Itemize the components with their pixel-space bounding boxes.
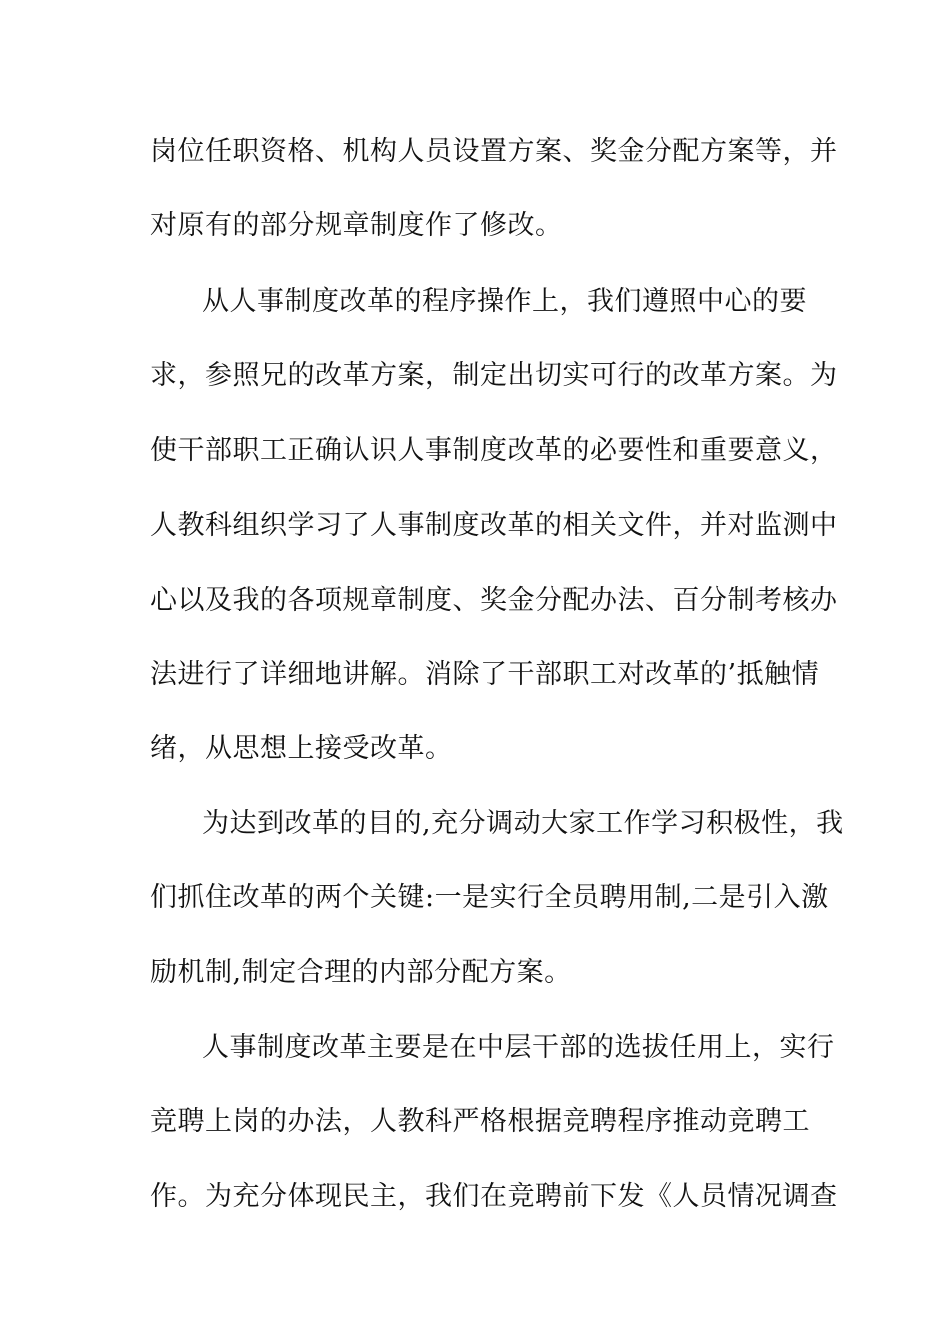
text-line: 们抓住改革的两个关键:一是实行全员聘用制,二是引入激: [150, 882, 829, 913]
text-line: 对原有的部分规章制度作了修改。: [150, 210, 563, 241]
text-line: 竞聘上岗的办法，人教科严格根据竞聘程序推动竞聘工: [150, 1106, 810, 1137]
text-line: 为达到改革的目的,充分调动大家工作学习积极性，我: [202, 808, 844, 839]
text-line: 人事制度改革主要是在中层干部的选拔任用上，实行: [202, 1032, 835, 1063]
text-line: 人教科组织学习了人事制度改革的相关文件，并对监测中: [150, 510, 838, 541]
text-line: 心以及我的各项规章制度、奖金分配办法、百分制考核办: [150, 585, 838, 616]
text-line: 作。为充分体现民主，我们在竞聘前下发《人员情况调查: [150, 1181, 838, 1212]
text-line: 岗位任职资格、机构人员设置方案、奖金分配方案等，并: [150, 136, 838, 167]
text-line: 使干部职工正确认识人事制度改革的必要性和重要意义，: [150, 435, 838, 466]
text-line: 绪，从思想上接受改革。: [150, 733, 453, 764]
text-line: 法进行了详细地讲解。消除了干部职工对改革的’抵触情: [150, 659, 820, 690]
text-line: 从人事制度改革的程序操作上，我们遵照中心的要: [202, 286, 807, 317]
text-line: 励机制,制定合理的内部分配方案。: [150, 957, 572, 988]
text-line: 求，参照兄的改革方案，制定出切实可行的改革方案。为: [150, 360, 838, 391]
